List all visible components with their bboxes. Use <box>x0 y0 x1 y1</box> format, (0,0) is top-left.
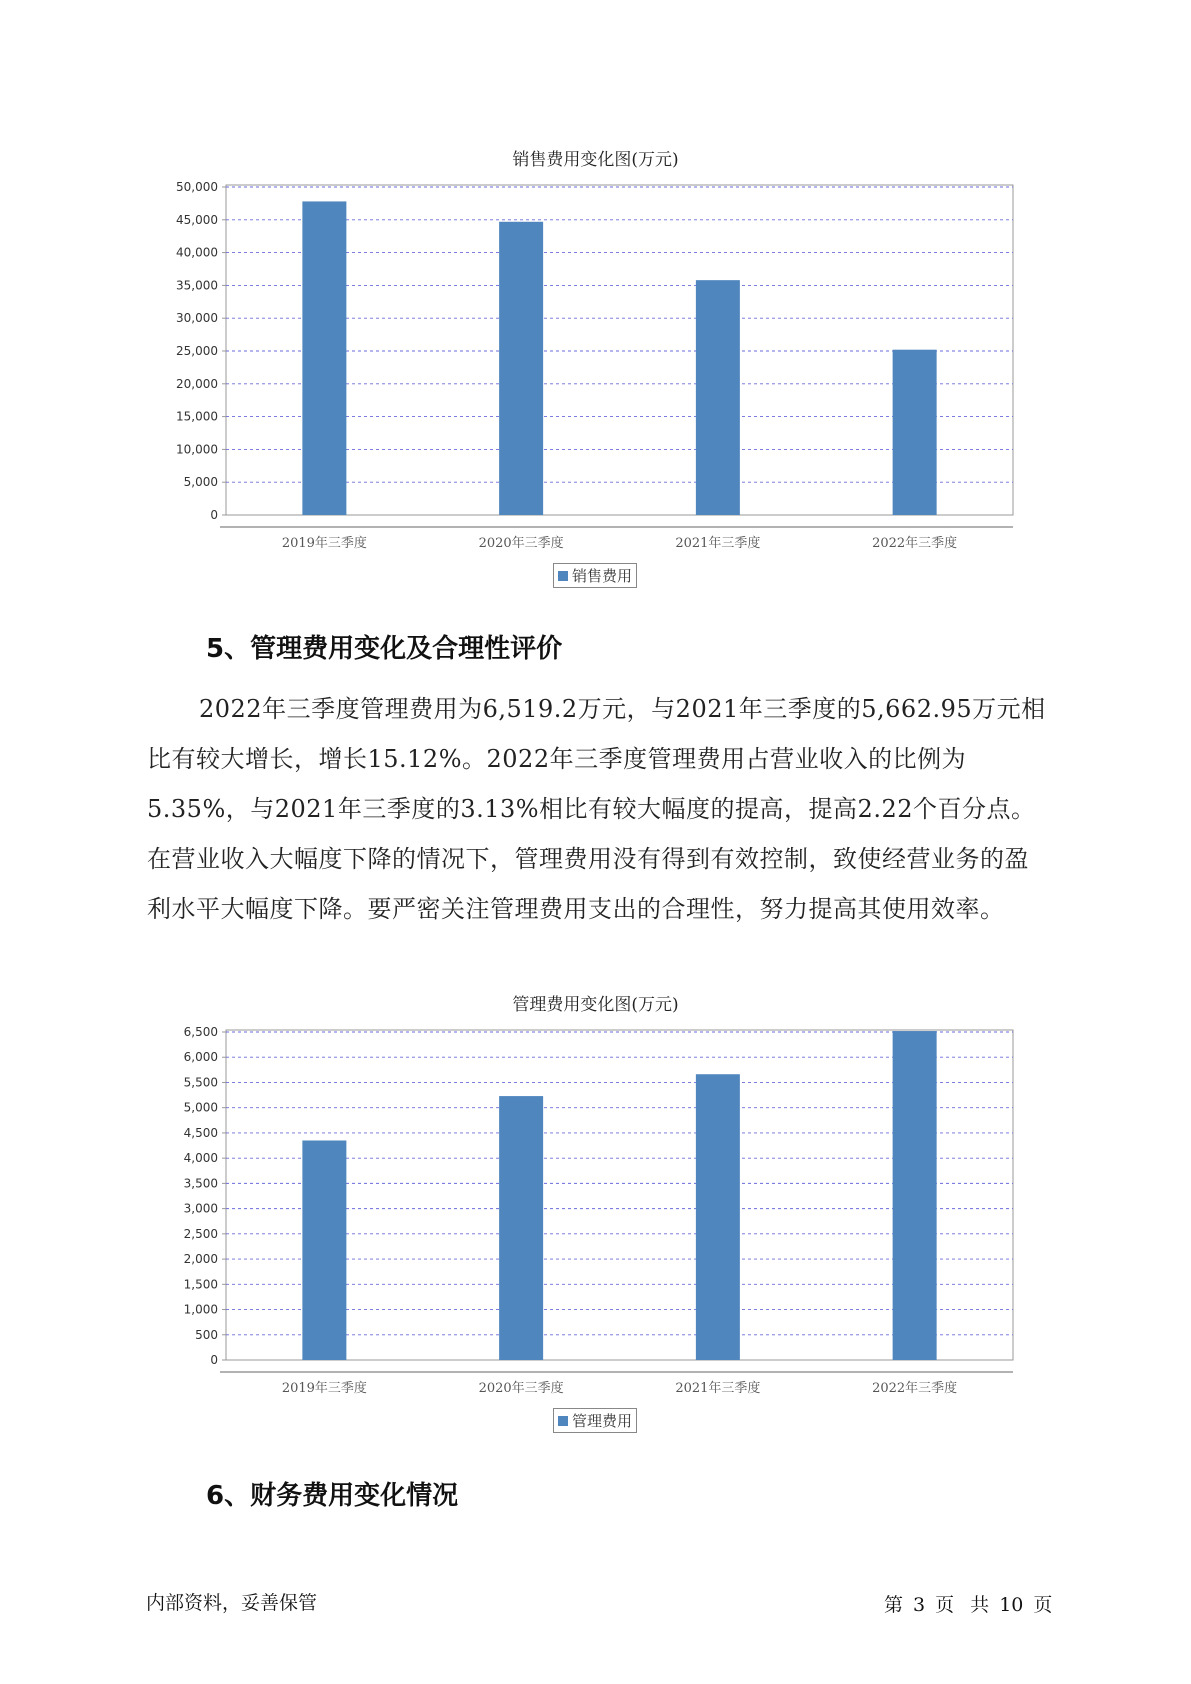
page-total: 10 <box>999 1594 1024 1616</box>
sales-chart <box>0 175 1191 595</box>
total-unit: 页 <box>1033 1594 1053 1616</box>
x-tick-label: 2019年三季度 <box>281 536 367 551</box>
x-tick-label: 2022年三季度 <box>872 536 958 551</box>
bar <box>893 1031 937 1360</box>
y-tick-label: 15,000 <box>176 409 218 424</box>
x-tick-label: 2020年三季度 <box>478 536 564 551</box>
y-tick-label: 5,000 <box>183 1100 218 1115</box>
page-prefix: 第 <box>884 1594 904 1616</box>
footer-page-number <box>884 1590 1062 1617</box>
legend-swatch <box>558 571 568 581</box>
y-tick-label: 1,500 <box>183 1277 218 1292</box>
section-heading-admin-expense: 5、管理费用变化及合理性评价 <box>206 634 563 664</box>
sales-chart-legend <box>553 563 637 588</box>
y-tick-label: 500 <box>195 1327 218 1342</box>
footer-confidential: 内部资料，妥善保管 <box>146 1592 318 1614</box>
page-current: 3 <box>913 1594 926 1616</box>
y-tick-label: 45,000 <box>176 212 218 227</box>
y-tick-label: 4,500 <box>183 1125 218 1140</box>
bar <box>499 1096 543 1360</box>
y-tick-label: 5,000 <box>183 475 218 490</box>
y-tick-label: 40,000 <box>176 245 218 260</box>
y-tick-label: 1,000 <box>183 1302 218 1317</box>
y-tick-label: 6,000 <box>183 1050 218 1065</box>
y-tick-label: 50,000 <box>176 180 218 194</box>
bar <box>696 280 740 515</box>
x-tick-label: 2019年三季度 <box>281 1381 367 1396</box>
x-tick-label: 2022年三季度 <box>872 1381 958 1396</box>
admin-chart <box>0 1020 1191 1440</box>
bar <box>696 1074 740 1360</box>
y-tick-label: 4,000 <box>183 1151 218 1166</box>
bar <box>302 1140 346 1360</box>
y-tick-label: 3,500 <box>183 1176 218 1191</box>
y-tick-label: 0 <box>210 508 218 522</box>
y-tick-label: 2,000 <box>183 1252 218 1267</box>
admin-chart-legend <box>553 1408 637 1433</box>
admin-expense-paragraph: 2022年三季度管理费用为6,519.2万元，与2021年三季度的5,662.95万元相比有较大增长，增长15.12%。2022年三季度管理费用占营业收入的比例为5.35%，与2021年三季度的3.13%相比有较大幅度的提高，提高2.22个百分点。在营业收入大幅度下降的情况下，管理费用没有得到有效控制，致使经营业务的盈利水平大幅度下降。要严密关注管理费用支出的合理性，努力提高其使用效率。 <box>147 695 1046 923</box>
y-tick-label: 25,000 <box>176 344 218 358</box>
sales-chart-title: 销售费用变化图(万元) <box>512 150 679 170</box>
bar <box>893 350 937 515</box>
section-heading-finance-expense: 6、财务费用变化情况 <box>206 1481 459 1511</box>
page-unit: 页 <box>935 1594 955 1616</box>
x-tick-label: 2021年三季度 <box>675 536 761 551</box>
bar <box>499 222 543 515</box>
y-tick-label: 10,000 <box>176 442 218 457</box>
y-tick-label: 30,000 <box>176 311 218 326</box>
y-tick-label: 2,500 <box>183 1226 218 1241</box>
y-tick-label: 6,500 <box>183 1025 218 1039</box>
sales-legend-label: 销售费用 <box>572 567 633 585</box>
y-tick-label: 0 <box>210 1353 218 1367</box>
legend-swatch <box>558 1416 568 1426</box>
bar <box>302 201 346 515</box>
x-tick-label: 2020年三季度 <box>478 1381 564 1396</box>
admin-chart-title: 管理费用变化图(万元) <box>512 995 679 1015</box>
y-tick-label: 35,000 <box>176 278 218 293</box>
y-tick-label: 3,000 <box>183 1201 218 1216</box>
total-prefix: 共 <box>970 1594 990 1616</box>
y-tick-label: 20,000 <box>176 376 218 391</box>
y-tick-label: 5,500 <box>183 1075 218 1090</box>
x-tick-label: 2021年三季度 <box>675 1381 761 1396</box>
admin-legend-label: 管理费用 <box>572 1412 633 1430</box>
